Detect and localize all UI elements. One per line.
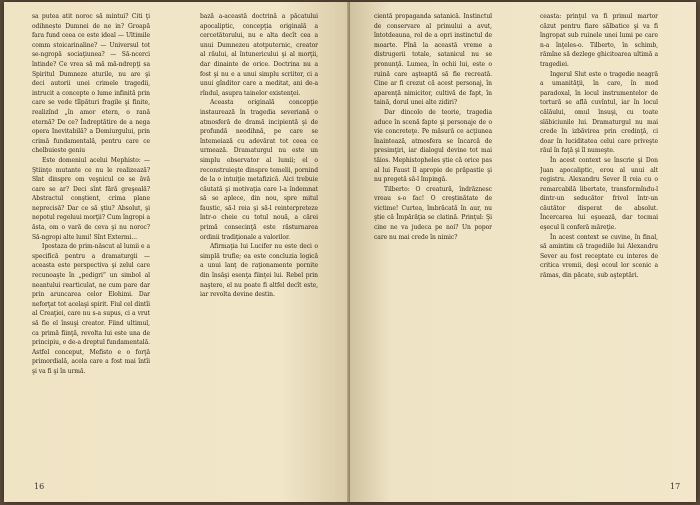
open-book bbox=[4, 2, 696, 502]
paragraph: Este domeniul acelui Mephisto: — Ştiinţe mutante ce nu le realizează? Sînt dinspre om veşnicul ce se ăvă care se ar? Deci sînt fără greşeală? Abstractul conştient, crima plane neprecisă? Dar ce să ştiu? Absolut, şi nepotul regeluui morţii? Cum îngropi a ăsta, om o vară de ceva şi nu noroc? Să-ngropi alte lumi! Sînt Extermi... bbox=[32, 156, 150, 241]
paragraph: Ingerul Slut este o tragedie neagră a umanităţii, în care, în mod paradoxal, în locul instrumentelor de tortură se află cuvîntul, iar în locul călăului, omul însuşi, cu toate slăbiciunile lui. Dramaturgul nu mai crede în izbăvirea prin credinţă, ci doar în luciditatea celui care priveşte răul în faţă şi îl numeşte. bbox=[540, 70, 658, 155]
left-column-2 bbox=[200, 12, 318, 482]
page-number-left: 16 bbox=[34, 482, 45, 491]
paragraph: cientă propaganda satanică. Instinctul de conservare al primului a avut, întotdeauna, rol de a opri instinctul de moarte. Pînă la această vreme a distrugerii totale, satanicul nu se pronunţă. Lumea, în ochii lui, este o ruină care aşteaptă să fie recreată. Cine ar fi crezut că acest personaj, în aparenţă nimicitor, cultivă de fapt, în taină, dorul unei alte zidiri? bbox=[374, 13, 492, 107]
paragraph: În acest context se înscrie şi Don Juan apocaliptic, erou al unui alt registru. Alexandru Sever îl reia cu o remarcabilă libertate, transformîndu-l dintr-un seducător frivol într-un căutător disperat de absolut. Încercarea lui eşuează, dar tocmai eşecul îi conferă măreţie. bbox=[540, 156, 658, 232]
paragraph: Tilberto: O creatură, îndrăznesc vreau s-o fac! O creştinătate de victime! Curtea, îmbrăcată în aur, nu ştie că Împărăţia se clatină. Prinţul: Şi cine ne va judeca pe noi? Un popor care nu mai crede în nimic? bbox=[374, 185, 492, 241]
paragraph: bază a-această doctrină a păcatului apocaliptic, concepţia originală a cercetătorului, nu e alta decît cea a unui Dumnezeu atotputernic, creator al răului, al întunericului şi al morţii, dar dinainte de orice. Doctrina nu a fost şi nu e a unui simplu scriitor, ci a unui gînditor care a meditat, ani de-a rîndul, asupra tainelor existenţei. bbox=[200, 13, 318, 97]
paragraph: În acest context se cuvine, în final, să amintim că tragediile lui Alexandru Sever au fost receptate cu interes de critica vremii, deşi ecoul lor scenic a rămas, din păcate, sub aşteptări. bbox=[540, 233, 658, 280]
paragraph: Afirmaţia lui Lucifer nu este deci o simplă trufie; ea este concluzia logică a unui lanţ de raţionamente pornite din însăşi esenţa fiinţei lui. Rebel prin naştere, el nu poate fi altfel decît este, iar revolta devine destin. bbox=[200, 243, 318, 299]
paragraph: ceasta: prinţul va fi primul martor căzut pentru fiare sălbatice şi va fi îngropat sub ruinele unei lumi pe care n-a înţeles-o. Tilberto, în schimb, rămîne să dezlege ghicitoarea ultimă a tragediei. bbox=[540, 13, 658, 68]
paragraph: sa putea atit noroc să mintui? Citi ţi odihnește Dumnei de ne in? Groapă fara fund ceea ce este ideal — Ultimile comm stoicarinaline? — Universul tot se-ngropă sociaţiunea? — Să-ncerci întinde? Ce vrea să mă mă-ndrepţi sa Spiritul Dumneze aturile, nu are şi deci autorii unei crimele tragedii, intrucit a concepte o lume infinită prin care se vede tîlpături fragile şi finite, realizînd „în amor etern, o rană eternă? De ce? Îndreptătire de a nega opera Inevitabilă? a Demiurgului, prin crimă fundamentală, pentru care ce chelbuieste geniu bbox=[32, 13, 150, 155]
page-number-right: 17 bbox=[670, 482, 681, 491]
paragraph: Aceasta originală concepţie instaurează în tragedia severiană o atmosferă de dramă incipientă şi de profundă neodihnă, pe care se întemeiază cu adevărat tot ceea ce urmează. Dramaturgul nu este un simplu observator al lumii; el o reconstruieşte dinspre temelii, pornind de la o intuiţie metafizică. Aici trebuie căutată şi motivaţia care l-a îndemnat să se aplece, din nou, spre mitul faustic, să-l reia şi să-l reinterpreteze într-o cheie cu totul nouă, a cărei primă consecinţă este răsturnarea ordinii tradiţionale a valorilor. bbox=[200, 99, 318, 241]
right-column-2 bbox=[540, 12, 658, 482]
paragraph: Ipostaza de prim-născut al lumii e a specifică pentru a dramaturgii — aceasta este perspectiva şi zelul care recunoaşte în „pedigri” un simbol al neantului rearticulat, ne cum pare dar prin aruncarea celor Elohimi. Dar neforţat tot acelaşi spirit. Fiul cel dintîi al Creaţiei, care nu s-a supus, ci a vrut să fie el însuşi creator. Fiind ultimul, ca primă fiinţă, revolta lui este una de principiu, e de-a dreptul fundamentală. Astfel conceput, Mefisto e o forţă primordială, acela care a fost mai întîi şi va fi şi în urmă. bbox=[32, 243, 150, 375]
right-column-1 bbox=[374, 12, 492, 482]
left-page bbox=[4, 2, 350, 502]
left-column-1 bbox=[32, 12, 150, 482]
right-page bbox=[350, 2, 696, 502]
paragraph: Dar dincolo de teorie, tragedia aduce în scenă fapte şi personaje de o vie concreteţe. Pe măsură ce acţiunea înaintează, atmosfera se încarcă de presimţiri, iar dialogul devine tot mai tăios. Mephistopheles ştie că orice pas al lui Faust îl apropie de prăpastie şi nu pregetă să-l împingă. bbox=[374, 108, 492, 184]
